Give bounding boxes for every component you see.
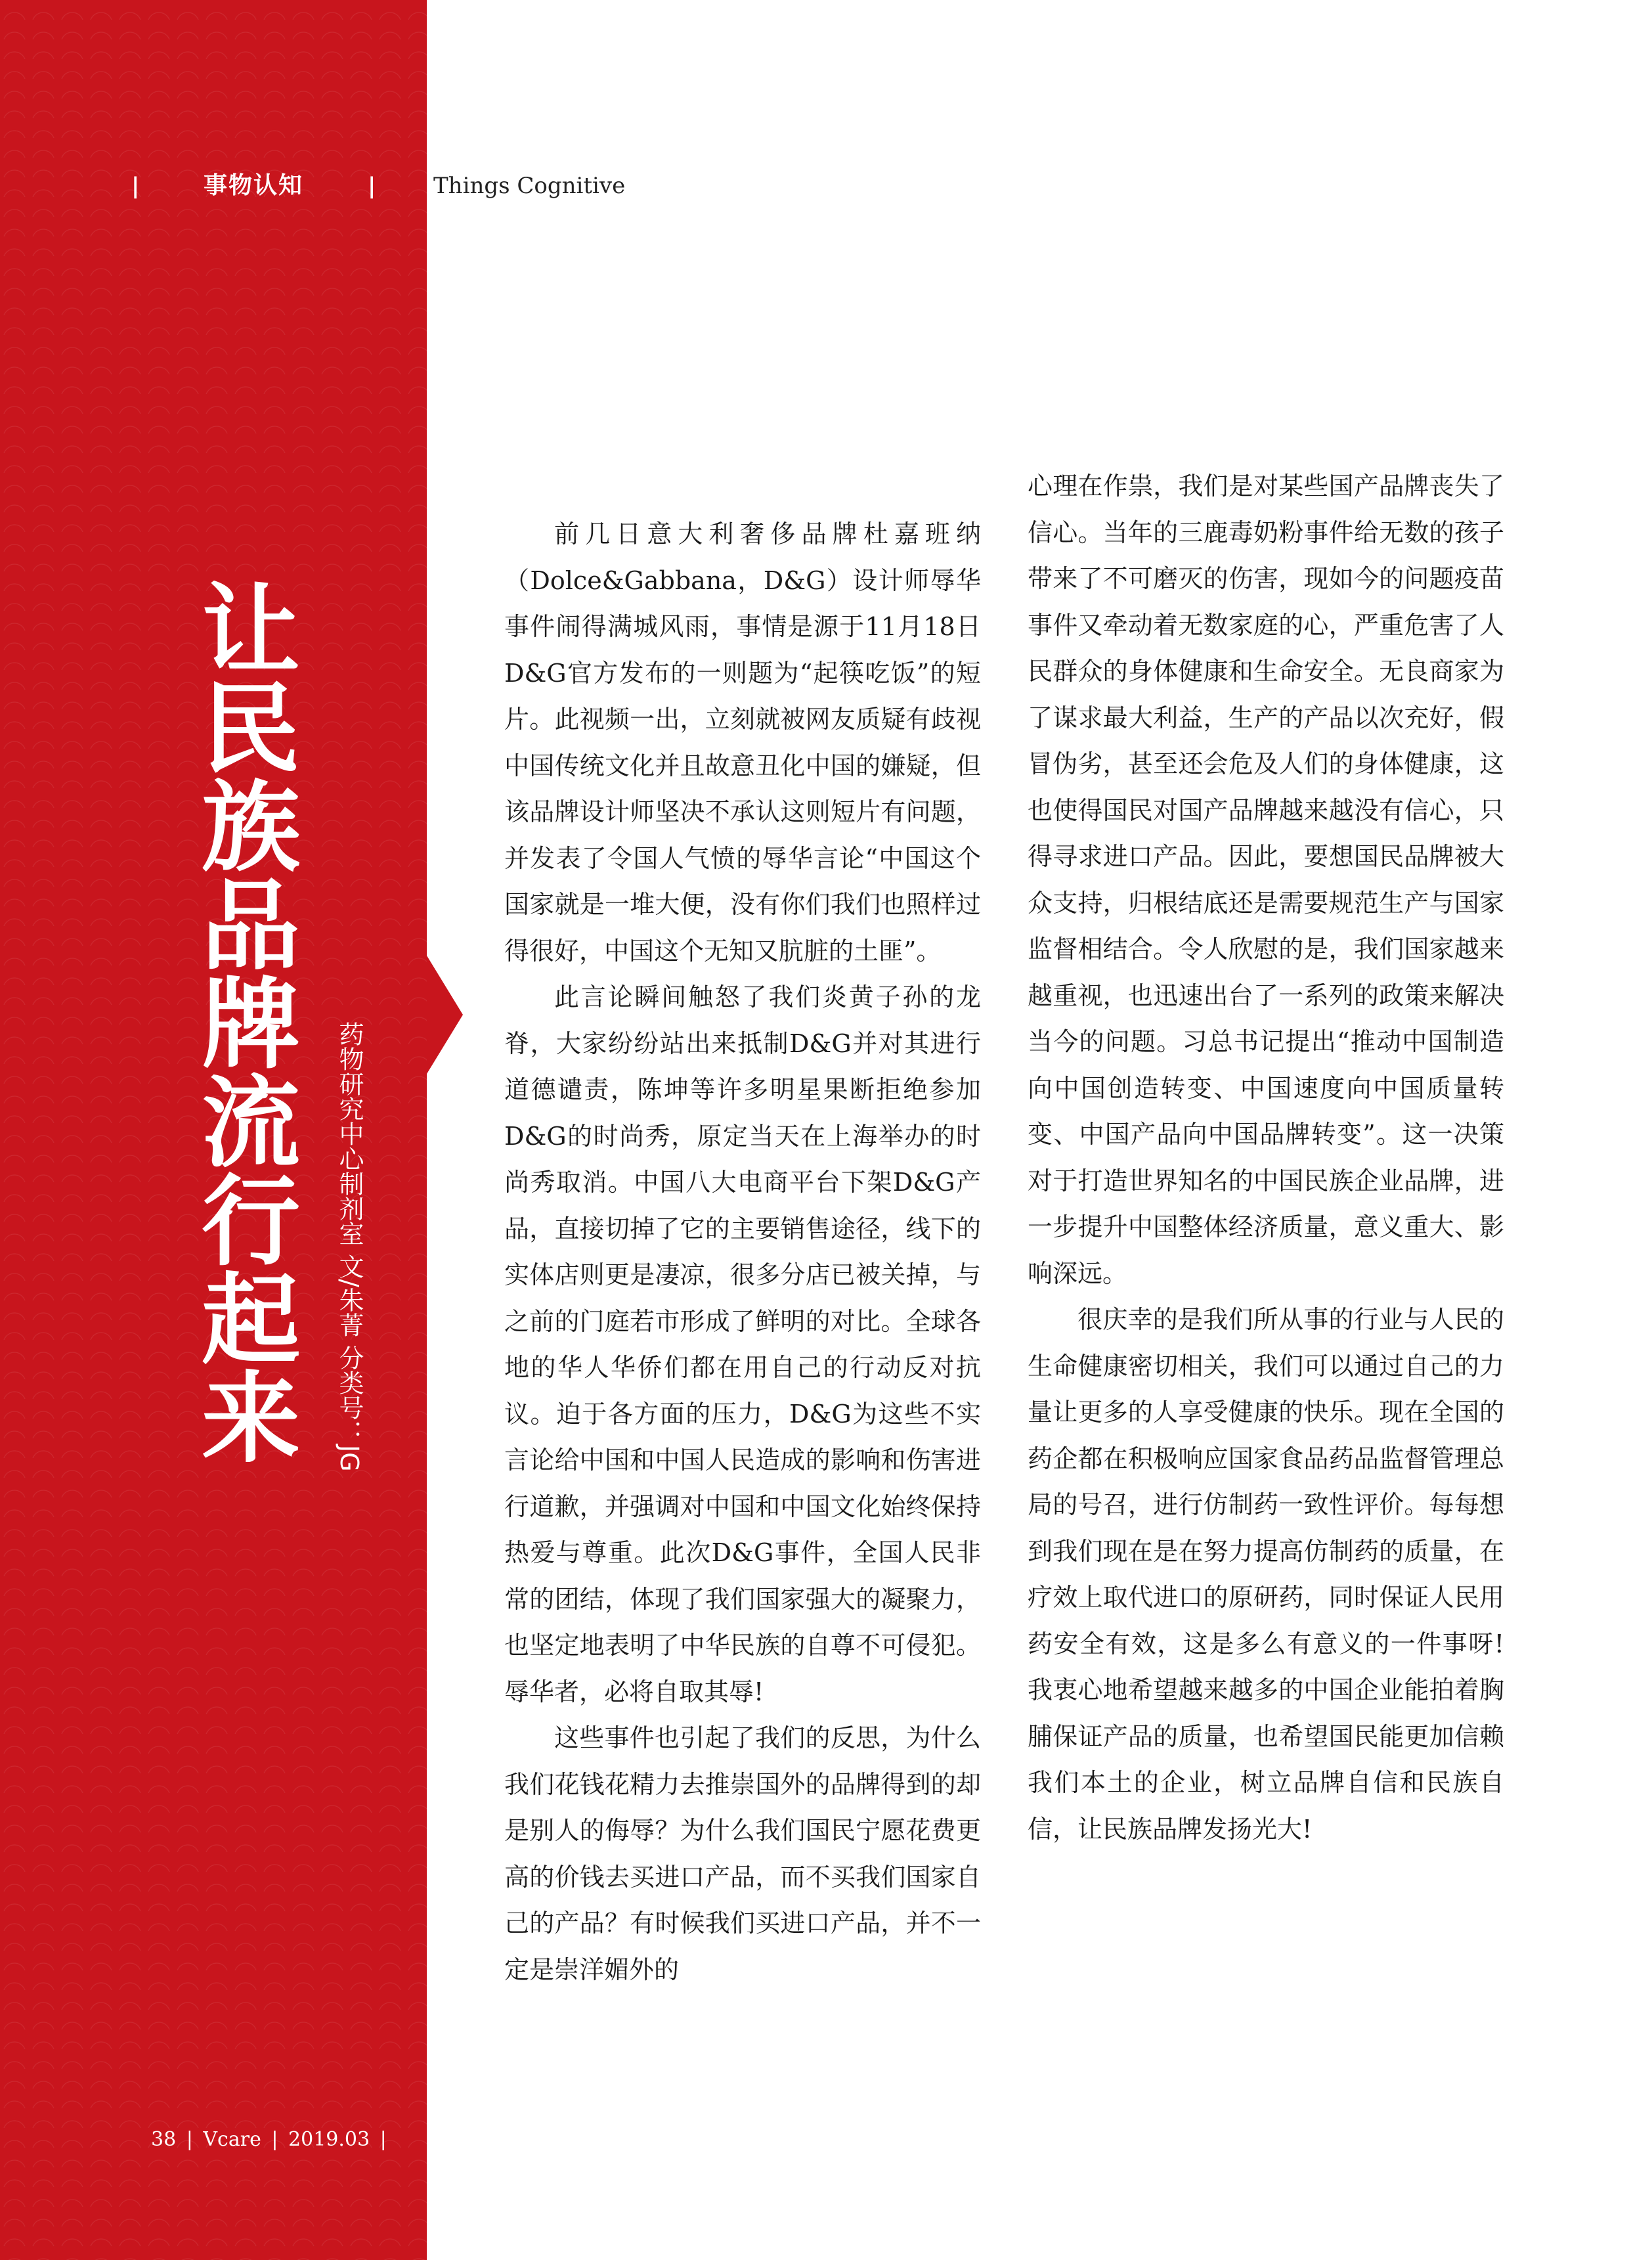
magazine-name: Vcare	[203, 2128, 261, 2151]
section-title-en: Things Cognitive	[433, 173, 626, 199]
header-divider: |	[368, 173, 376, 199]
paragraph: 心理在作祟，我们是对某些国产品牌丧失了信心。当年的三鹿毒奶粉事件给无数的孩子带来了不可磨灭的伤害，现如今的问题疫苗事件又牵动着无数家庭的心，严重危害了人民群众的身体健康和生命安全。无良商家为了谋求最大利益，生产的产品以次充好，假冒伪劣，甚至还会危及人们的身体健康，这也使得国民对国产品牌越来越没有信心，只得寻求进口产品。因此，要想国民品牌被大众支持，归根结底还是需要规范生产与国家监督相结合。令人欣慰的是，我们国家越来越重视，也迅速出台了一系列的政策来解决当今的问题。习总书记提出“推动中国制造向中国创造转变、中国速度向中国质量转变、中国产品向中国品牌转变”。这一决策对于打造世界知名的中国民族企业品牌，进一步提升中国整体经济质量，意义重大、影响深远。	[1028, 472, 1504, 1288]
paragraph: 前几日意大利奢侈品牌杜嘉班纳（Dolce&Gabbana，D&G）设计师辱华事件闹得满城风雨，事情是源于11月18日D&G官方发布的一则题为“起筷吃饭”的短片。此视频一出，立刻就被网友质疑有歧视中国传统文化并且故意丑化中国的嫌疑，但该品牌设计师坚决不承认这则短片有问题，并发表了令国人气愤的辱华言论“中国这个国家就是一堆大便，没有你们我们也照样过得很好，中国这个无知又肮脏的土匪”。	[504, 520, 981, 965]
footer-divider: |	[380, 2128, 387, 2151]
paragraph: 此言论瞬间触怒了我们炎黄子孙的龙脊，大家纷纷站出来抵制D&G并对其进行道德谴责，陈坤等许多明星果断拒绝参加D&G的时尚秀，原定当天在上海举办的时尚秀取消。中国八大电商平台下架D&G产品，直接切掉了它的主要销售途径，线下的实体店则更是凄凉，很多分店已被关掉，与之前的门庭若市形成了鲜明的对比。全球各地的华人华侨们都在用自己的行动反对抗议。迫于各方面的压力，D&G为这些不实言论给中国和中国人民造成的影响和伤害进行道歉，并强调对中国和中国文化始终保持热爱与尊重。此次D&G事件，全国人民非常的团结，体现了我们国家强大的凝聚力，也坚定地表明了中华民族的自尊不可侵犯。辱华者，必将自取其辱!	[504, 983, 981, 1706]
paragraph: 很庆幸的是我们所从事的行业与人民的生命健康密切相关，我们可以通过自己的力量让更多的人享受健康的快乐。现在全国的药企都在积极响应国家食品药品监督管理总局的号召，进行仿制药一致性评价。每每想到我们现在是在努力提高仿制药的质量，在疗效上取代进口的原研药，同时保证人民用药安全有效，这是多么有意义的一件事呀!我衷心地希望越来越多的中国企业能拍着胸脯保证产品的质量，也希望国民能更加信赖我们本土的企业，树立品牌自信和民族自信，让民族品牌发扬光大!	[1028, 1305, 1504, 1844]
issue-date: 2019.03	[288, 2128, 370, 2151]
panel-arrow-notch	[427, 956, 463, 1074]
article-column-1	[504, 511, 981, 1993]
footer-divider: |	[271, 2128, 278, 2151]
article-byline: 药物研究中心制剂室 文/朱菁 分类号：JG	[335, 1021, 364, 1472]
section-title-zh: 事物认知	[204, 172, 304, 199]
article-column-2	[1028, 463, 1504, 1852]
paragraph: 这些事件也引起了我们的反思，为什么我们花钱花精力去推崇国外的品牌得到的却是别人的侮辱？为什么我们国民宁愿花费更高的价钱去买进口产品，而不买我们国家自己的产品？有时候我们买进口产品，并不一定是崇洋媚外的	[504, 1723, 981, 1984]
page-footer	[151, 2128, 391, 2151]
article-title: 让民族品牌流行起来	[185, 578, 300, 1465]
footer-divider: |	[186, 2128, 193, 2151]
page-number: 38	[151, 2128, 177, 2151]
header-divider: |	[131, 173, 140, 199]
